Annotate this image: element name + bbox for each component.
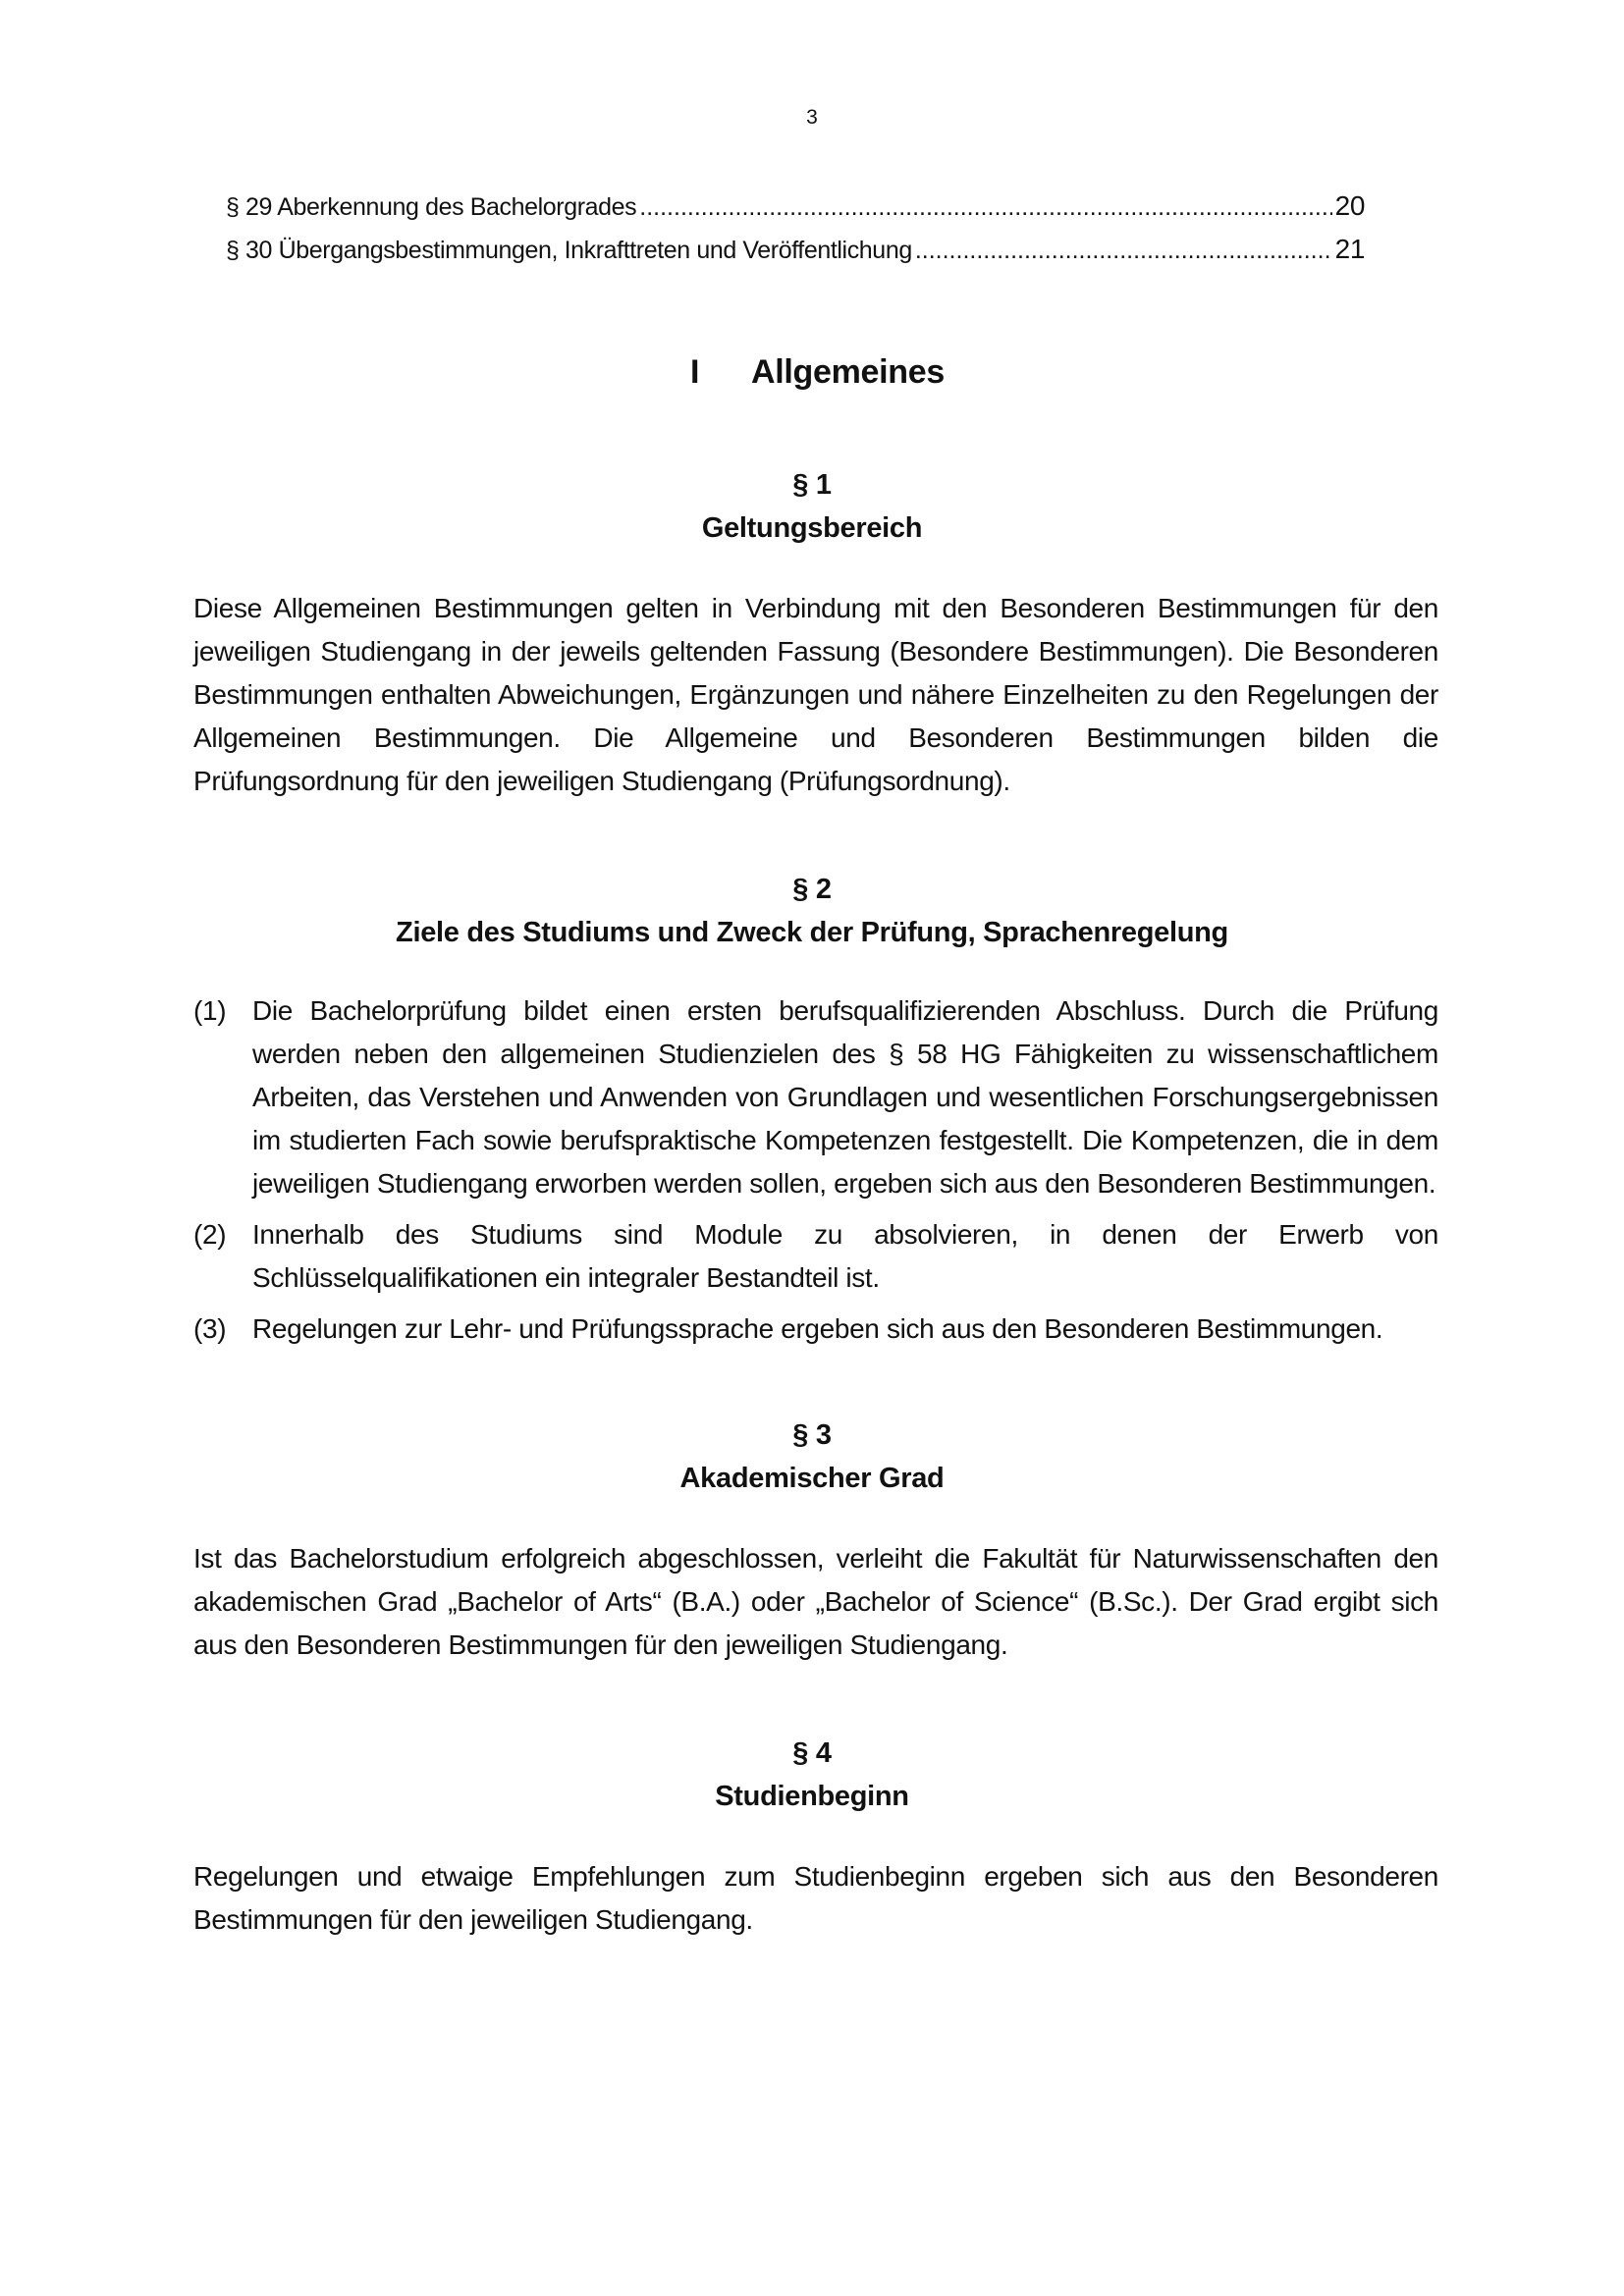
toc-entry bbox=[226, 236, 1365, 279]
toc-entry-page: 21 bbox=[1334, 234, 1365, 264]
section-title: Geltungsbereich bbox=[701, 512, 923, 544]
list-item bbox=[193, 1213, 1438, 1300]
section-heading bbox=[0, 1419, 1624, 1495]
toc-entry-page: 20 bbox=[1334, 190, 1365, 221]
toc-leader-dots bbox=[915, 239, 1332, 263]
list-item-number: (3) bbox=[193, 1313, 227, 1344]
section-number: § 1 bbox=[792, 469, 832, 501]
section-paragraph: Regelungen und etwaige Empfehlungen zum Studienbeginn ergeben sich aus den Besonderen Bestimmungen für den jeweiligen Studiengang. bbox=[193, 1861, 1438, 1935]
list-item-text: Innerhalb des Studiums sind Module zu absolvieren, in denen der Erwerb von Schlüsselqualifikationen ein integraler Bestandteil ist. bbox=[252, 1219, 1438, 1293]
list-item bbox=[193, 1308, 1438, 1351]
section-paragraph: Ist das Bachelorstudium erfolgreich abgeschlossen, verleiht die Fakultät für Naturwissenschaften den akademischen Grad „Bachelor of Arts“ (B.A.) oder „Bachelor of Science“ (B.Sc.). Der Grad ergibt sich aus den Besonderen Bestimmungen für den jeweiligen Studiengang. bbox=[193, 1543, 1438, 1660]
section-title: Studienbeginn bbox=[715, 1781, 909, 1812]
toc-entry-label: § 30 Übergangsbestimmungen, Inkrafttreten und Veröffentlichung bbox=[226, 237, 912, 264]
part-title: Allgemeines bbox=[751, 353, 945, 391]
table-of-contents bbox=[226, 192, 1365, 279]
section-number: § 4 bbox=[792, 1737, 832, 1769]
list-item-number: (2) bbox=[193, 1219, 227, 1250]
list-item-number: (1) bbox=[193, 995, 227, 1026]
section-heading bbox=[0, 874, 1624, 949]
section-number: § 2 bbox=[792, 874, 832, 905]
part-number: I bbox=[690, 353, 700, 391]
section-paragraph: Diese Allgemeinen Bestimmungen gelten in Verbindung mit den Besonderen Bestimmungen für den jeweiligen Studiengang in der jeweils geltenden Fassung (Besondere Bestimmungen). Die Besonderen Bestimmungen enthalten Abweichungen, Ergänzungen und nähere Einzelheiten zu den Regelungen der Allgemeinen Bestimmungen. Die Allgemeine und Besonderen Bestimmungen bilden die Prüfungsordnung für den jeweiligen Studiengang (Prüfungsordnung). bbox=[193, 593, 1438, 796]
toc-entry bbox=[226, 192, 1365, 236]
section-title: Ziele des Studiums und Zweck der Prüfung, Sprachenregelung bbox=[396, 917, 1228, 948]
toc-leader-dots bbox=[639, 195, 1331, 220]
page-number: 3 bbox=[806, 106, 818, 129]
list-item-text: Die Bachelorprüfung bildet einen ersten berufsqualifizierenden Abschluss. Durch die Prüfung werden neben den allgemeinen Studienzielen des § 58 HG Fähigkeiten zu wissenschaftlichem Arbeiten, das Verstehen und Anwenden von Grundlagen und wesentlichen Forschungsergebnissen im studierten Fach sowie berufspraktische Kompetenzen festgestellt. Die Kompetenzen, die in dem jeweiligen Studiengang erworben werden sollen, ergeben sich aus den Besonderen Bestimmungen. bbox=[252, 995, 1438, 1199]
section-heading bbox=[0, 1737, 1624, 1813]
section-title: Akademischer Grad bbox=[679, 1463, 945, 1494]
section-heading bbox=[0, 469, 1624, 545]
section-number: § 3 bbox=[792, 1419, 832, 1451]
part-heading bbox=[690, 353, 945, 392]
list-item-text: Regelungen zur Lehr- und Prüfungssprache ergeben sich aus den Besonderen Bestimmungen. bbox=[252, 1313, 1383, 1344]
numbered-list bbox=[193, 989, 1438, 1359]
toc-entry-label: § 29 Aberkennung des Bachelorgrades bbox=[226, 193, 637, 221]
list-item bbox=[193, 989, 1438, 1205]
